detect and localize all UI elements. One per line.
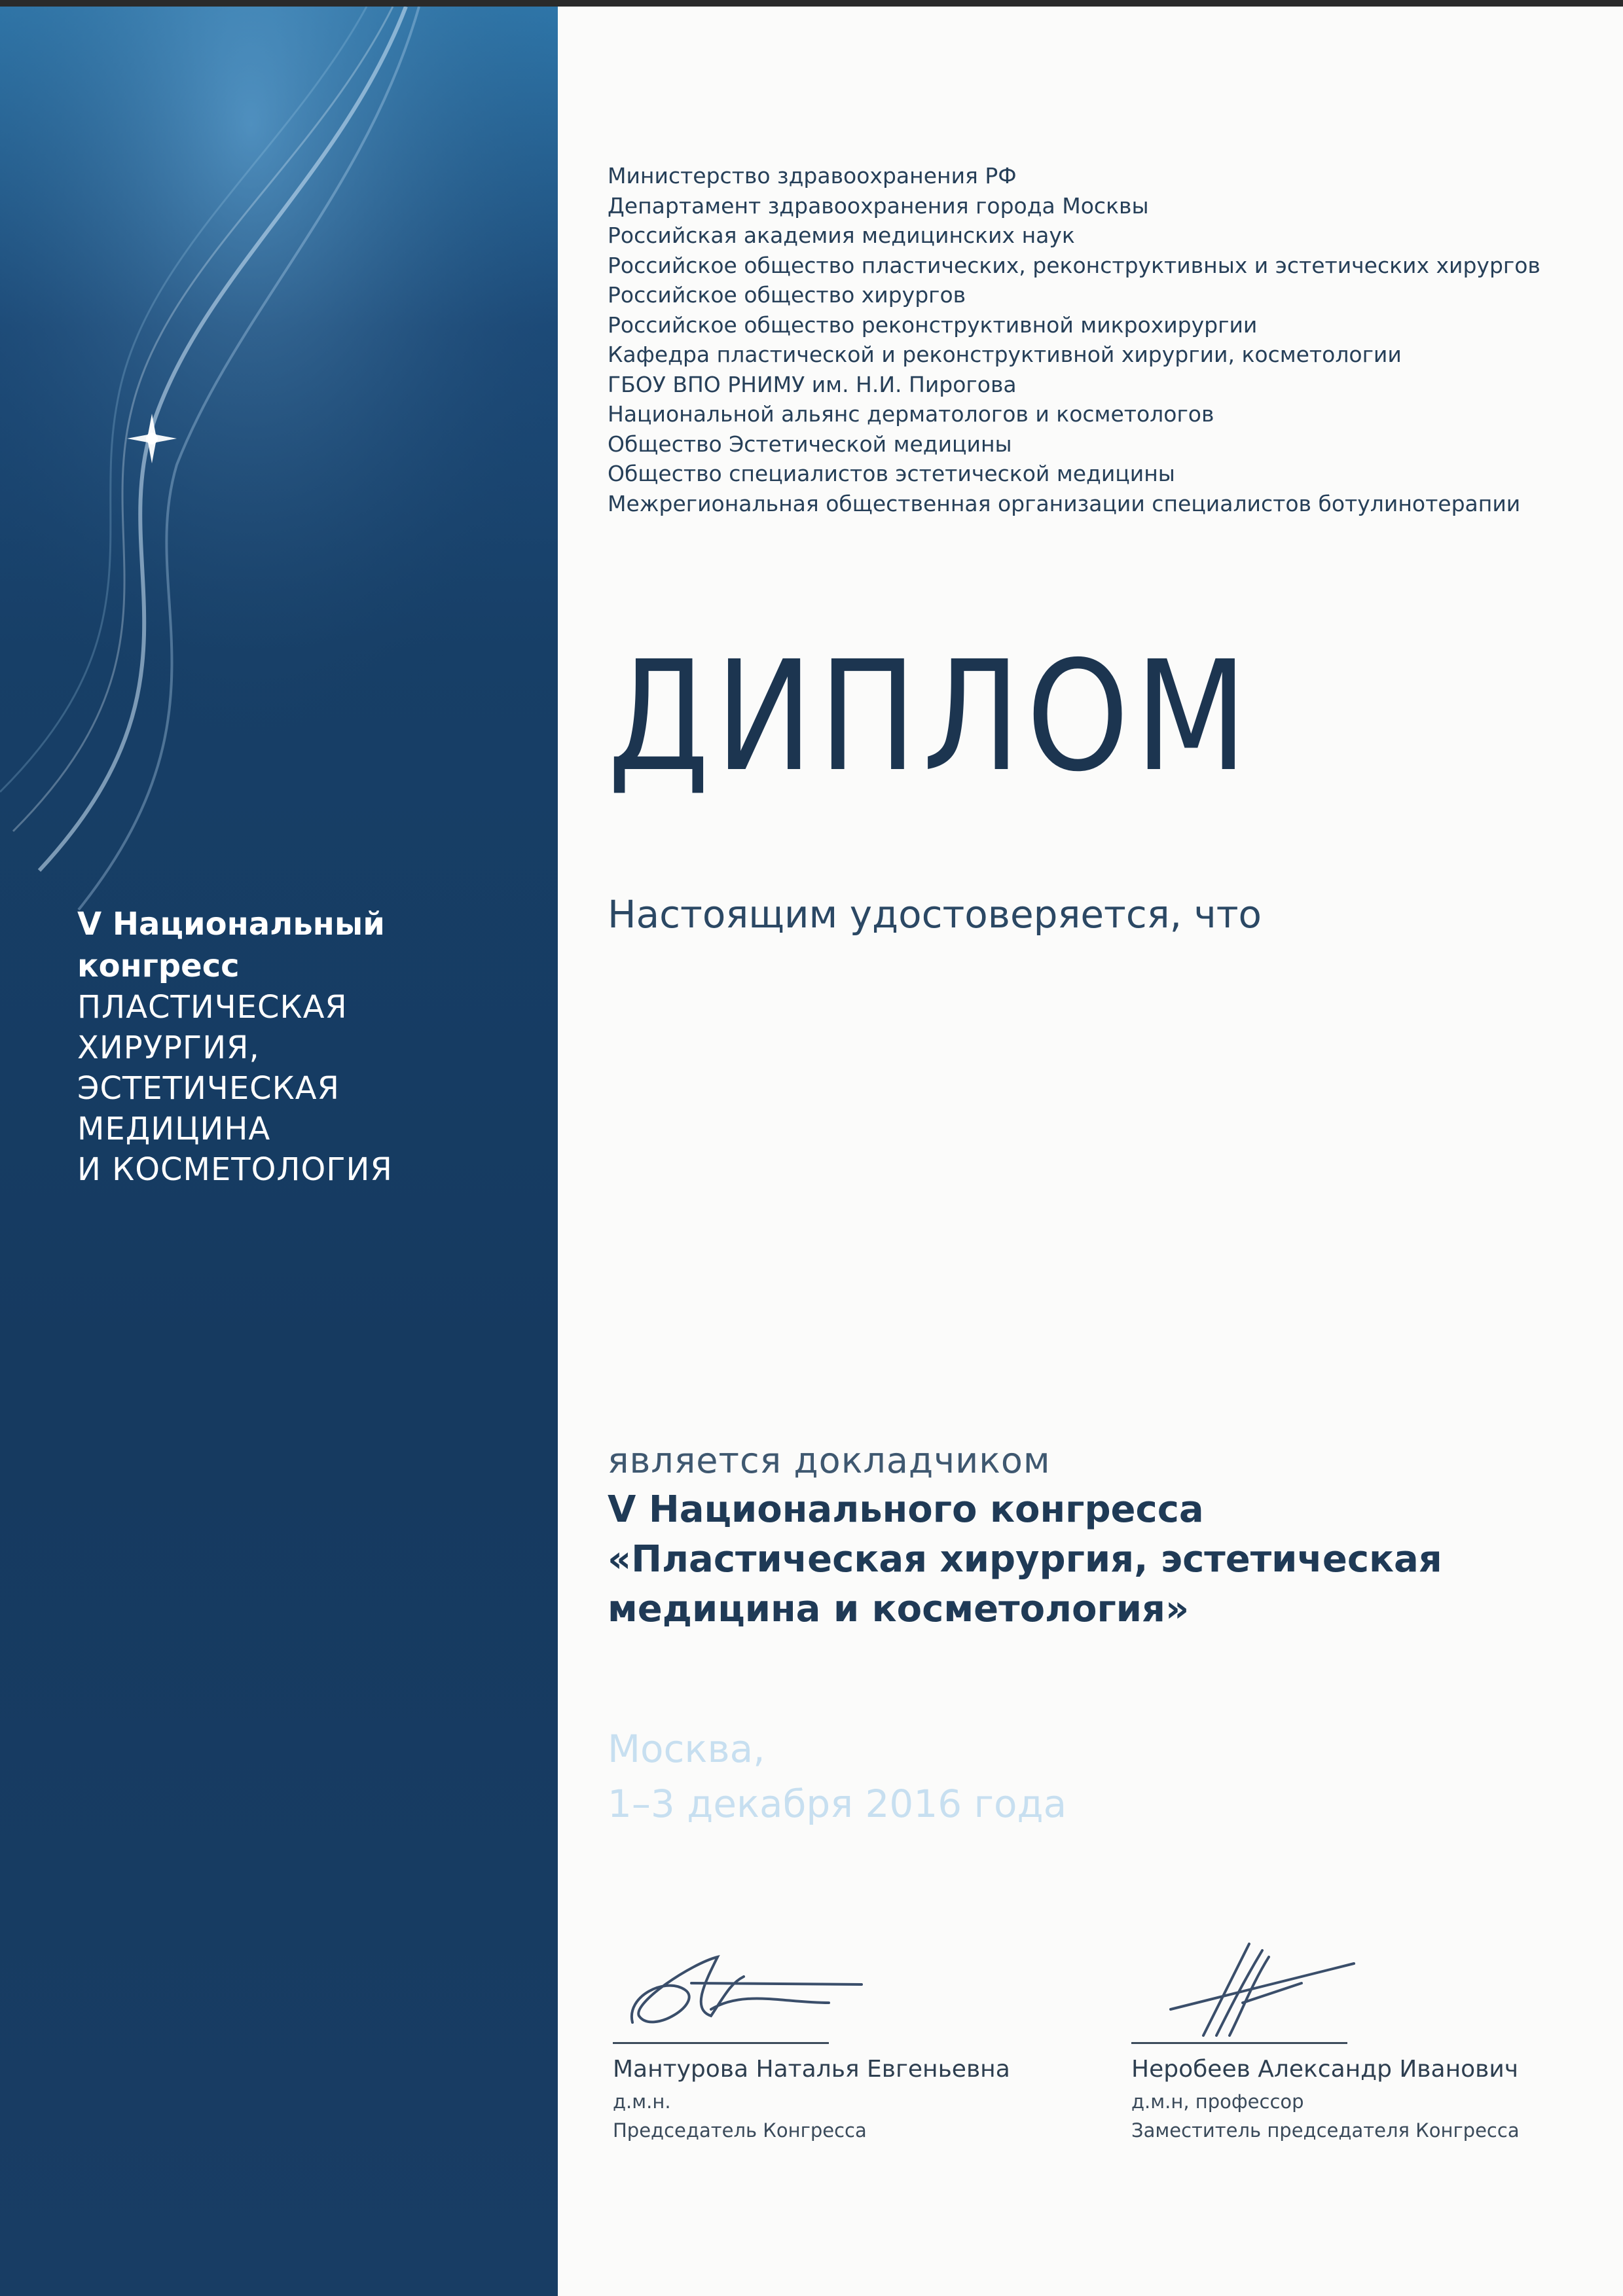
signatory-deputy [1131,1937,1590,2145]
signature-mark [613,1937,1071,2042]
congress-title-line: И КОСМЕТОЛОГИЯ [77,1151,393,1188]
organizer-item: Российское общество хирургов [608,282,966,308]
organizer-item: Кафедра пластической и реконструктивной хирургии, косметологии [608,342,1402,367]
signatory-name: Неробеев Александр Иванович [1131,2056,1519,2083]
congress-caption [77,903,536,1190]
organizer-item: Межрегиональная общественная организации специалистов ботулинотерапии [608,490,1521,516]
congress-title-line: ПЛАСТИЧЕСКАЯ ХИРУРГИЯ, [77,989,348,1066]
signature-line [1131,2042,1347,2044]
event-dates: 1–3 декабря 2016 года [608,1782,1067,1826]
organizer-item: Общество специалистов эстетической медицины [608,461,1175,486]
organizer-item: Общество Эстетической медицины [608,431,1012,457]
signatory-chair [613,1937,1071,2145]
organizer-item: Национальной альянс дерматологов и косметологов [608,401,1214,427]
signatory-degree: д.м.н, профессор [1131,2090,1304,2113]
organizer-item: ГБОУ ВПО РНИМУ им. Н.И. Пирогова [608,371,1017,397]
signatory-name: Мантурова Наталья Евгеньевна [613,2056,1010,2083]
organizer-item: Российская академия медицинских наук [608,223,1075,248]
congress-name-line: «Пластическая хирургия, эстетическая [608,1538,1442,1581]
congress-number: V Национальный конгресс [77,906,385,984]
place-and-date [608,1721,1067,1831]
certify-text: Настоящим удостоверяется, что [608,892,1262,937]
event-place: Москва, [608,1727,765,1771]
congress-title-line: ЭСТЕТИЧЕСКАЯ МЕДИЦИНА [77,1070,340,1147]
congress-name-line: V Национального конгресса [608,1488,1204,1531]
organizer-item: Департамент здравоохранения города Москвы [608,192,1149,219]
signature-mark [1131,1937,1590,2042]
side-panel [0,7,558,2296]
organizers-list [608,161,1557,518]
signatory-role: Заместитель председателя Конгресса [1131,2119,1520,2142]
speaker-intro: является докладчиком [608,1440,1051,1481]
organizer-item: Российское общество реконструктивной микрохирургии [608,312,1258,338]
signatory-role: Председатель Конгресса [613,2119,867,2142]
signatory-degree: д.м.н. [613,2090,671,2113]
organizer-item: Российское общество пластических, реконструктивных и эстетических хирургов [608,252,1541,278]
organizer-item: Министерство здравоохранения РФ [608,163,1017,188]
diploma-body [608,0,1577,2296]
signature-line [613,2042,829,2044]
speaker-statement [608,1437,1557,1634]
congress-name-line: медицина и косметология» [608,1588,1190,1630]
diploma-title: ДИПЛОМ [608,628,1253,805]
